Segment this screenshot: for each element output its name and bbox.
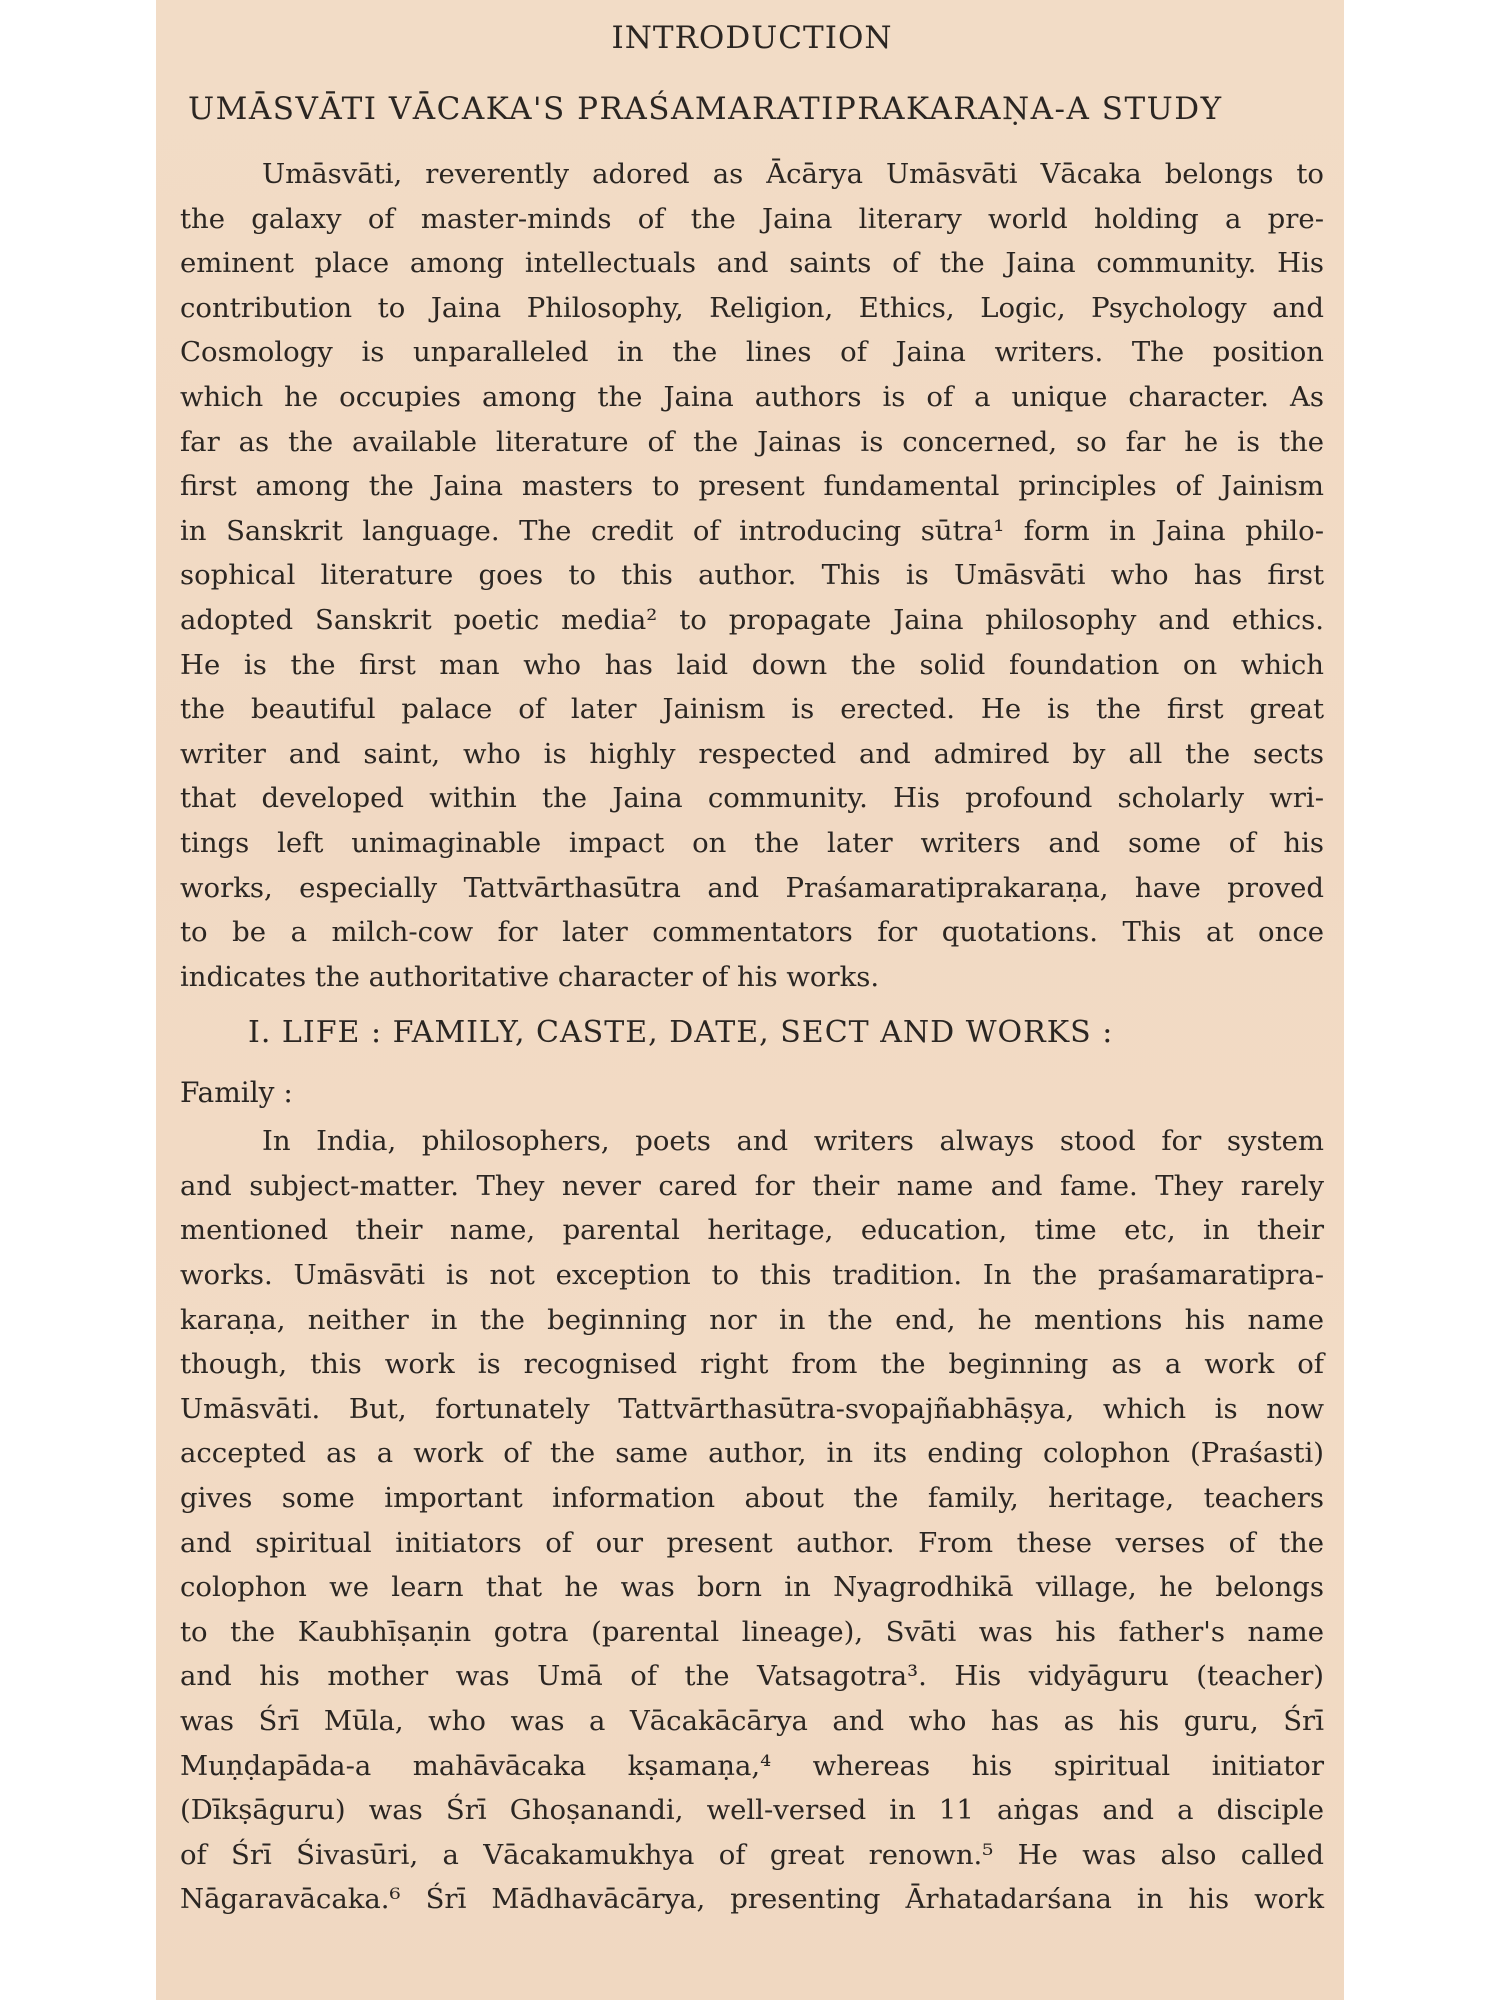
text-line: accepted as a work of the same author, in its ending colophon (Praśasti)	[180, 1437, 1324, 1470]
text-line: mentioned their name, parental heritage, education, time etc, in their	[180, 1214, 1324, 1247]
text-line: and his mother was Umā of the Vatsagotra³. His vidyāguru (teacher)	[180, 1660, 1324, 1693]
text-line: and spiritual initiators of our present author. From these verses of the	[180, 1526, 1324, 1559]
text-line: tings left unimaginable impact on the later writers and some of his	[180, 826, 1324, 859]
text-line: sophical literature goes to this author. This is Umāsvāti who has first	[180, 559, 1324, 592]
family-paragraph	[180, 1119, 1324, 1922]
section-heading: I. LIFE : FAMILY, CASTE, DATE, SECT AND WORKS :	[248, 1015, 1114, 1051]
text-line: to be a milch-cow for later commentators for quotations. This at once	[180, 916, 1324, 949]
text-line: contribution to Jaina Philosophy, Religion, Ethics, Logic, Psychology and	[180, 291, 1324, 324]
text-line: of Śrī Śivasūri, a Vācakamukhya of great renown.⁵ He was also called	[180, 1838, 1324, 1871]
text-line: gives some important information about the family, heritage, teachers	[180, 1482, 1324, 1515]
text-line: (Dīkṣāguru) was Śrī Ghoṣanandi, well-versed in 11 aṅgas and a disciple	[180, 1794, 1324, 1827]
text-line: to the Kaubhīṣaṇin gotra (parental lineage), Svāti was his father's name	[180, 1615, 1324, 1648]
text-line: eminent place among intellectuals and saints of the Jaina community. His	[180, 247, 1324, 280]
text-line: was Śrī Mūla, who was a Vācakācārya and who has as his guru, Śrī	[180, 1705, 1324, 1737]
chapter-title: UMĀSVĀTI VĀCAKA'S PRAŚAMARATIPRAKARAṆA-A STUDY	[188, 91, 1223, 127]
text-line: writer and saint, who is highly respected and admired by all the sects	[180, 737, 1324, 770]
text-line: far as the available literature of the Jainas is concerned, so far he is the	[180, 425, 1324, 458]
text-line: Cosmology is unparalleled in the lines of Jaina writers. The position	[180, 336, 1324, 369]
text-line: works. Umāsvāti is not exception to this tradition. In the praśamaratipra-	[180, 1259, 1324, 1292]
text-line: He is the first man who has laid down the solid foundation on which	[180, 648, 1324, 681]
text-line: Muṇḍapāda-a mahāvācaka kṣamaṇa,⁴ whereas his spiritual initiator	[180, 1749, 1324, 1782]
text-line: that developed within the Jaina community. His profound scholarly wri-	[180, 782, 1324, 815]
text-line: in Sanskrit language. The credit of introducing sūtra¹ form in Jaina philo-	[180, 514, 1324, 547]
text-line: indicates the authoritative character of his works.	[180, 960, 880, 993]
text-line: works, especially Tattvārthasūtra and Praśamaratiprakaraṇa, have proved	[180, 871, 1324, 904]
text-line: Umāsvāti, reverently adored as Ācārya Umāsvāti Vācaka belongs to	[262, 158, 1324, 190]
text-line: though, this work is recognised right from the beginning as a work of	[180, 1348, 1324, 1381]
text-line: colophon we learn that he was born in Nyagrodhikā village, he belongs	[180, 1571, 1324, 1604]
text-line: In India, philosophers, poets and writers always stood for system	[262, 1125, 1324, 1158]
text-line: adopted Sanskrit poetic media² to propagate Jaina philosophy and ethics.	[180, 603, 1324, 636]
book-page	[156, 0, 1344, 2000]
text-line: the galaxy of master-minds of the Jaina literary world holding a pre-	[180, 202, 1324, 235]
text-line: karaṇa, neither in the beginning nor in the end, he mentions his name	[180, 1303, 1324, 1336]
text-line: Nāgaravācaka.⁶ Śrī Mādhavācārya, presenting Ārhatadarśana in his work	[180, 1883, 1324, 1916]
text-line: Umāsvāti. But, fortunately Tattvārthasūtra-svopajñabhāṣya, which is now	[180, 1392, 1324, 1425]
text-line: and subject-matter. They never cared for their name and fame. They rarely	[180, 1169, 1324, 1202]
text-line: which he occupies among the Jaina authors is of a unique character. As	[180, 380, 1324, 413]
running-head: INTRODUCTION	[611, 20, 893, 56]
text-line: first among the Jaina masters to present fundamental principles of Jainism	[180, 470, 1324, 503]
subheading: Family :	[180, 1076, 293, 1110]
text-line: the beautiful palace of later Jainism is erected. He is the first great	[180, 693, 1324, 726]
intro-paragraph	[180, 152, 1324, 999]
